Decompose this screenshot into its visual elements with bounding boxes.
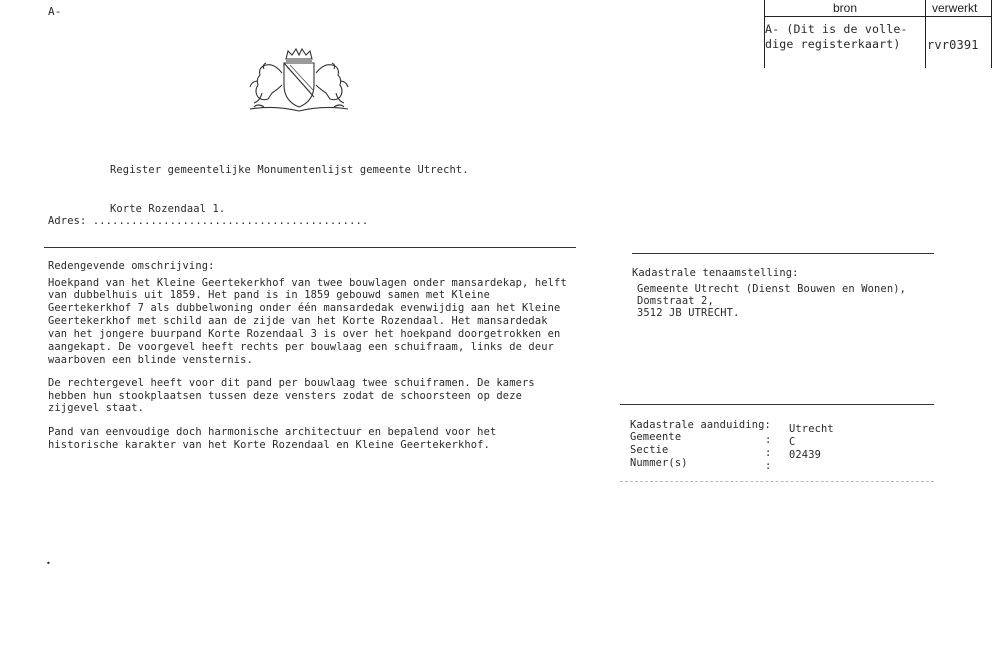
description-line: zijgevel staat. [48,402,145,414]
designation-heading-value: Utrecht [789,423,834,435]
address-value: Korte Rozendaal 1. [110,203,226,215]
designation-bottom-rule [620,481,934,482]
designation-row-sep: : [765,434,772,446]
description-top-rule [44,247,576,248]
source-box-divider [925,0,926,68]
description-line: Geertekerkhof 7 als dubbelwoning onder één mansardedak evenwijdig aan het Kleine [48,302,561,314]
description-line: historische karakter van het Korte Rozendaal en Kleine Geertekerkhof. [48,439,490,451]
cadastral-owner-line: 3512 JB UTRECHT. [637,307,740,319]
source-box [764,0,992,68]
description-line: De rechtergevel heeft voor dit pand per bouwlaag twee schuiframen. De kamers [48,377,535,389]
designation-row-sep: : [765,447,772,459]
description-line: Geertekerkhof met schild aan de zijde van het Korte Rozendaal. Het mansardedak [48,315,548,327]
description-line: van het jongere buurpand Korte Rozendaal 3 is over het hoekpand doorgetrokken en [48,328,561,340]
source-line-2: dige registerkaart) [765,37,901,51]
processed-header-label: verwerkt [932,1,978,15]
owner-top-rule [632,253,934,254]
cadastral-owner-heading: Kadastrale tenaamstelling: [632,267,799,279]
corner-mark: A- [48,5,62,18]
description-line: hebben hun stookplaatsen tussen deze vensters zodat de schoorsteen op deze [48,390,523,402]
description-line: waarboven een blinde vensternis. [48,354,253,366]
source-header-label: bron [833,1,858,15]
cadastral-owner-line: Gemeente Utrecht (Dienst Bouwen en Wonen), [637,283,907,295]
description-line: van dubbelhuis uit 1859. Het pand is in 1859 gebouwd samen met Kleine [48,289,490,301]
designation-row-label: Nummer(s) [630,457,688,469]
designation-top-rule [620,404,934,405]
designation-row-value: C [789,436,796,448]
source-line-1: A- (Dit is de volle- [765,22,908,36]
designation-row-value: 02439 [789,449,822,461]
coat-of-arms-icon [244,45,354,115]
address-label-text: Adres: [48,215,87,227]
cadastral-owner-line: Domstraat 2, [637,295,714,307]
description-line: Hoekpand van het Kleine Geertekerkhof van twee bouwlagen onder mansardekap, helft [48,277,567,289]
register-title: Register gemeentelijke Monumentenlijst gemeente Utrecht. [110,164,469,176]
designation-heading: Kadastrale aanduiding: [630,419,771,431]
address-label [48,215,368,227]
description-line: aangekapt. De voorgevel heeft rechts per bouwlaag een schuifraam, links de deur [48,341,555,353]
stray-mark: • [46,559,51,568]
description-heading: Redengevende omschrijving: [48,260,215,272]
description-line: Pand van eenvoudige doch harmonische architectuur en bepalend voor het [48,426,497,438]
designation-row-label: Gemeente [630,431,682,443]
processed-value: rvr0391 [927,38,979,52]
designation-row-label: Sectie [630,444,669,456]
designation-row-sep: : [765,460,772,472]
address-dots: ........................................... [92,215,369,227]
